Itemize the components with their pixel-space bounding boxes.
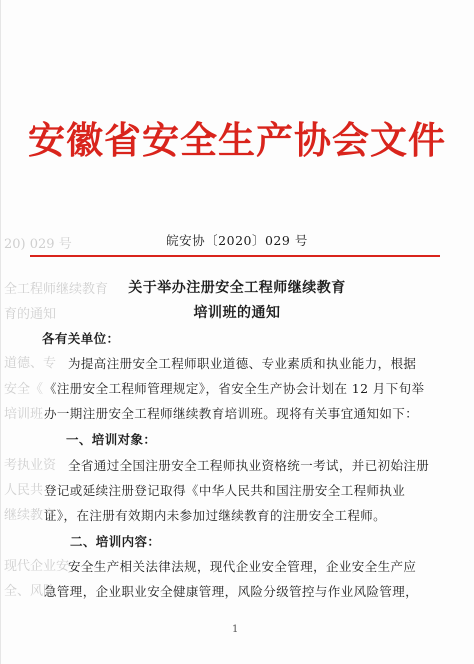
page-edge (0, 0, 1, 664)
bleed-through-text: 全工程师继续教育 (4, 282, 109, 297)
page-number: 1 (232, 624, 239, 635)
bleed-through-text: 现代企业安 (4, 559, 70, 574)
document-title-line1: 关于举办注册安全工程师继续教育 (128, 280, 346, 296)
bleed-through-text: 道德、专 (4, 356, 57, 371)
paragraph-line: 证》，在注册有效期内未参加过继续教育的注册安全工程师。 (44, 508, 387, 523)
paragraph-line: 为提高注册安全工程师职业道德、专业素质和执业能力，根据 (68, 356, 417, 371)
paragraph-line: 登记或延续注册登记取得《中华人民共和国注册安全工程师执业 (44, 483, 406, 498)
bleed-through-text: 全、风险 (4, 584, 57, 599)
document-masthead: 安徽省安全生产协会文件 (28, 118, 446, 162)
paragraph-line: 《注册安全工程师管理规定》，省安全生产协会计划在 12 月下旬举 (44, 381, 425, 396)
bleed-through-text: 20) 029 号 (4, 237, 72, 252)
bleed-through-text: 人民共 (4, 483, 44, 498)
section-heading-1: 一、培训对象： (66, 432, 157, 447)
bleed-through-text: 考执业资 (4, 458, 57, 473)
red-divider-line (30, 255, 440, 257)
paragraph-line: 全省通过全国注册安全工程师执业资格统一考试，并已初始注册 (68, 458, 430, 473)
bleed-through-text: 育的通知 (4, 307, 57, 322)
paragraph-line: 急管理，企业职业安全健康管理，风险分级管控与作业风险管理， (44, 584, 419, 599)
document-number: 皖安协〔2020〕029 号 (166, 233, 308, 248)
paragraph-line: 办一期注册安全工程师继续教育培训班。现将有关事宜通知如下： (44, 406, 419, 421)
bleed-through-text: 继续教育 (4, 508, 57, 523)
section-heading-2: 二、培训内容： (70, 534, 161, 549)
paragraph-line: 安全生产相关法律法规，现代企业安全管理，企业安全生产应 (68, 559, 417, 574)
document-title-line2: 培训班的通知 (193, 305, 281, 321)
bleed-through-text: 培训班 (4, 407, 44, 422)
salutation: 各有关单位： (42, 331, 120, 346)
bleed-through-text: 安全《 (4, 382, 44, 397)
